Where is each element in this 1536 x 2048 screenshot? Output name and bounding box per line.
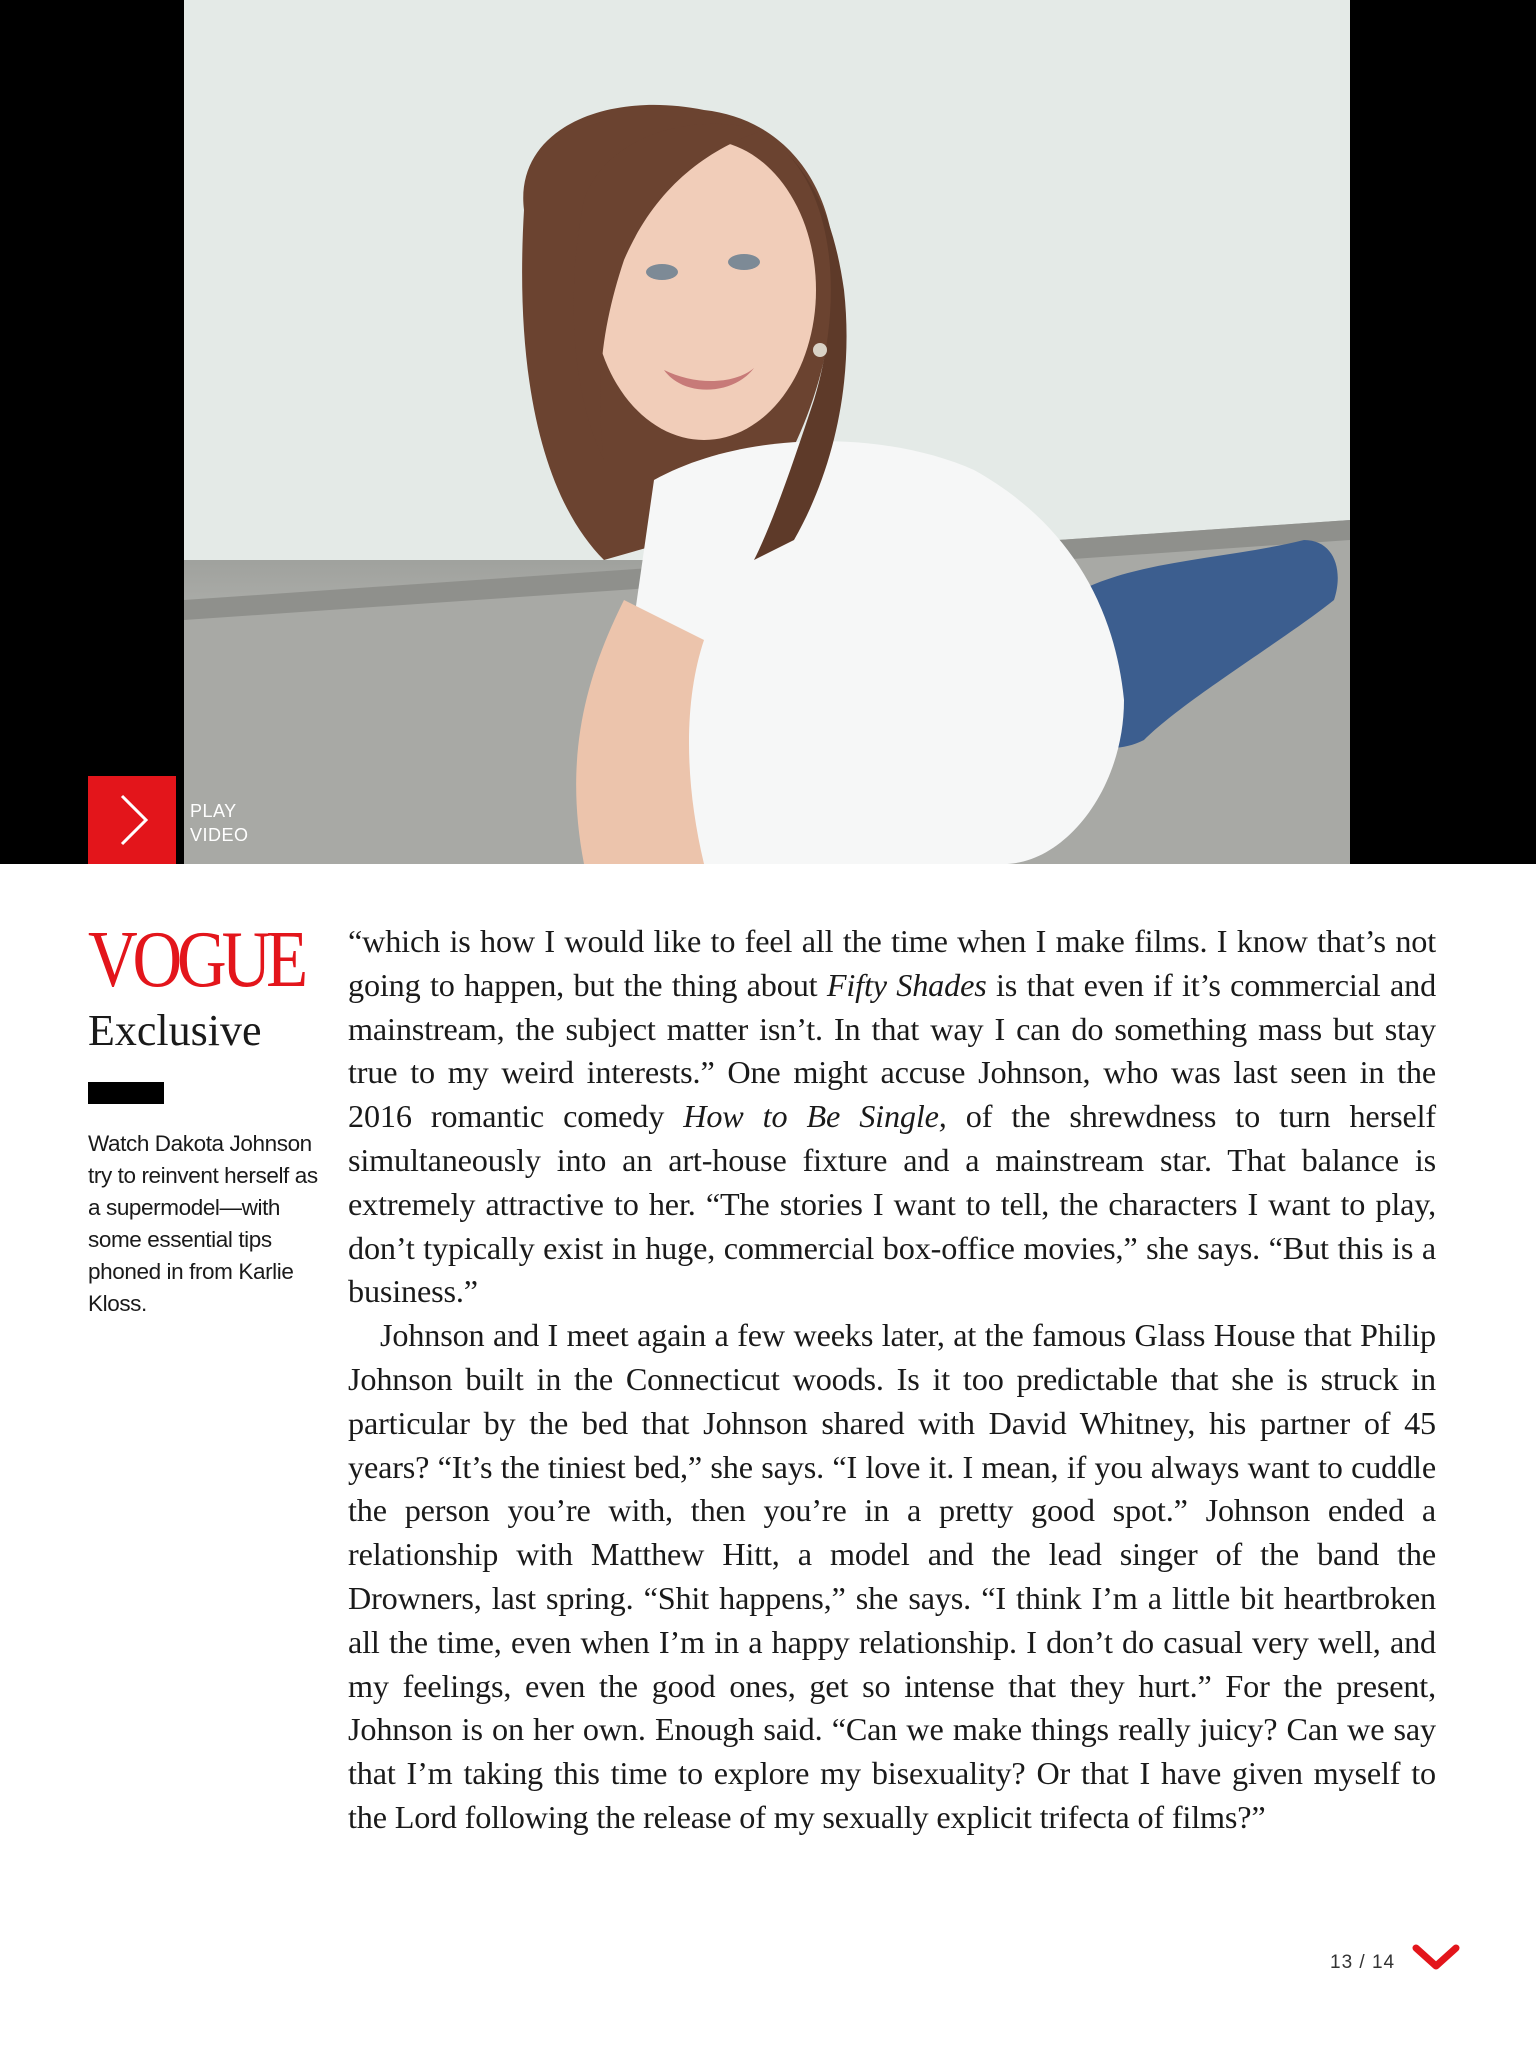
play-label-line2: VIDEO	[190, 825, 249, 845]
title-how-to-be-single: How to Be Single,	[683, 1098, 947, 1135]
video-caption: Watch Dakota Johnson try to reinvent herself as a supermodel—with some essential tips phoned in from Karlie Kloss.	[88, 1131, 318, 1316]
title-fifty-shades: Fifty Shades	[826, 966, 987, 1003]
play-video-label[interactable]	[190, 799, 249, 847]
hero-photo	[184, 0, 1350, 864]
paragraph-1	[348, 920, 1436, 1314]
sidebar	[88, 916, 318, 1320]
chevron-down-icon[interactable]	[1410, 1940, 1462, 1974]
divider-bar	[88, 1082, 164, 1104]
paragraph-1-text-b: is that even if it’s commercial and mainstream, the subject matter isn’t. In that way I can do something mass but stay true to my weird interests.” One might accuse Johnson, who was last seen in the 2016 romantic comedy	[348, 966, 1437, 1135]
video-player[interactable]	[0, 0, 1536, 864]
page-indicator: 13 / 14	[1330, 1952, 1396, 1973]
play-label-line1: PLAY	[190, 801, 237, 821]
paragraph-1-text-a: “which is how I would like to feel all the time when I make films. I know that’s not going to happen, but the thing about	[348, 923, 1436, 1003]
play-video-button[interactable]	[88, 776, 176, 864]
paragraph-1-text-c: of the shrewdness to turn herself simultaneously into an art-house fixture and a mainstream star. That balance is extremely attractive to her. “The stories I want to tell, the characters I want to play, don’t typically exist in huge, commercial box-office movies,” she says. “But this is a business.”	[348, 1098, 1436, 1310]
exclusive-label: Exclusive	[88, 1006, 262, 1055]
vogue-logo: VOGUE	[88, 916, 303, 1004]
chevron-right-icon	[88, 776, 176, 864]
article-body	[348, 920, 1436, 1840]
paragraph-2: Johnson and I meet again a few weeks later, at the famous Glass House that Philip Johnson built in the Connecticut woods. Is it too predictable that she is struck in particular by the bed that Johnson shared with David Whitney, his partner of 45 years? “It’s the tiniest bed,” she says. “I love it. I mean, if you always want to cuddle the person you’re with, then you’re in a pretty good spot.” Johnson ended a relationship with Matthew Hitt, a model and the lead singer of the band the Drowners, last spring. “Shit happens,” she says. “I think I’m a little bit heartbroken all the time, even when I’m in a happy relationship. I don’t do casual very well, and my feelings, even the good ones, get so intense that they hurt.” For the present, Johnson is on her own. Enough said. “Can we make things really juicy? Can we say that I’m taking this time to explore my bisexuality? Or that I have given myself to the Lord following the release of my sexually explicit trifecta of films?”	[348, 1317, 1436, 1835]
